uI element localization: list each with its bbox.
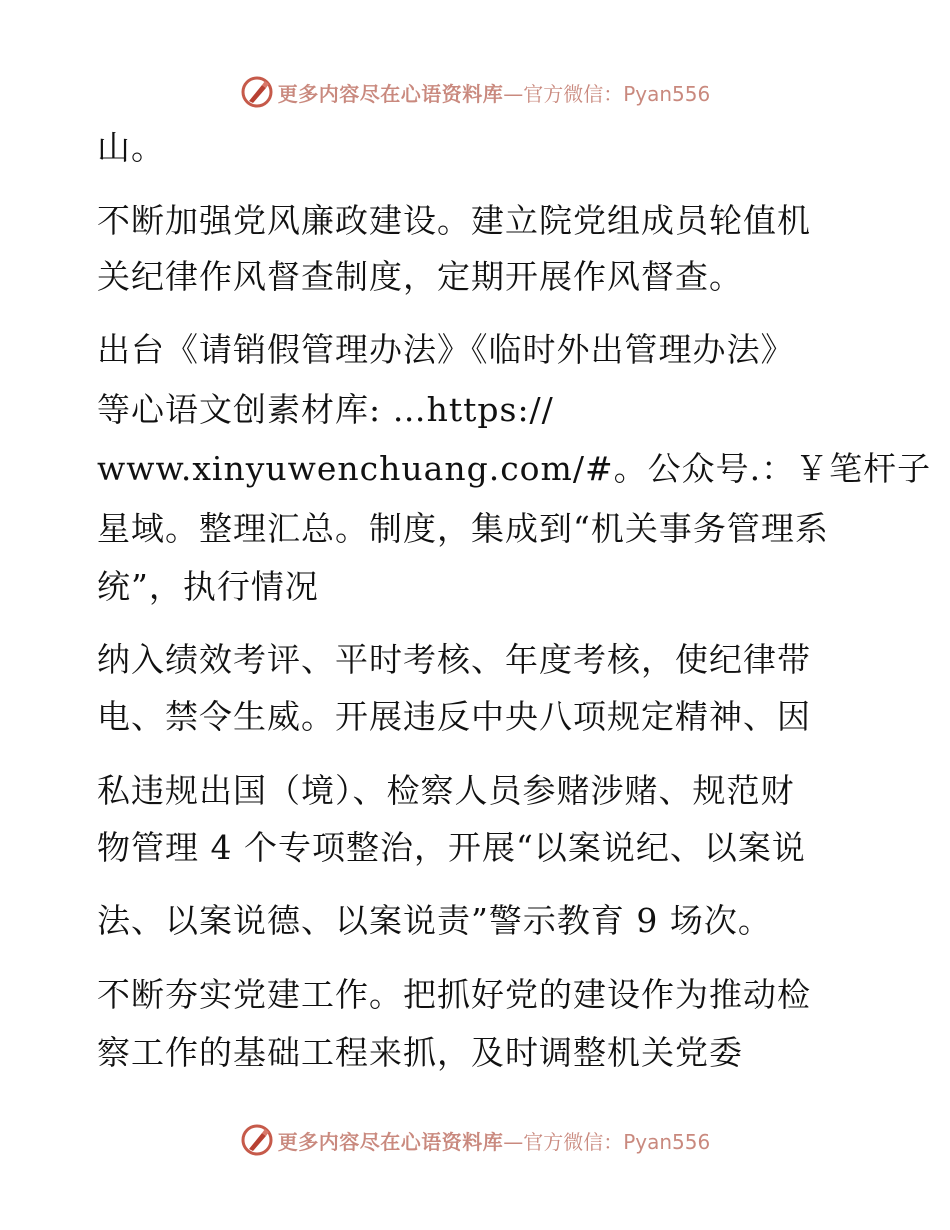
footer-watermark-banner	[0, 1120, 950, 1160]
text-line: 统”，执行情况	[97, 567, 319, 606]
banner-main-text: 更多内容尽在心语资料库	[277, 81, 504, 106]
text-line: 物管理 4 个专项整治，开展“以案说纪、以案说	[97, 828, 806, 867]
text-line: 等心语文创素材库: …https://	[97, 390, 554, 429]
text-line: 山。	[97, 128, 165, 167]
text-line: 电、禁令生威。开展违反中央八项规定精神、因	[97, 697, 811, 736]
text-line: 察工作的基础工程来抓，及时调整机关党委	[97, 1033, 743, 1072]
banner-wechat-text: —官方微信：Pyan556	[503, 1129, 711, 1154]
text-line: 纳入绩效考评、平时考核、年度考核，使纪律带	[97, 640, 811, 679]
text-line: 法、以案说德、以案说责”警示教育 9 场次。	[97, 901, 772, 940]
banner-wechat-text: —官方微信：Pyan556	[503, 81, 711, 106]
pen-logo-icon	[240, 75, 274, 109]
text-line: 不断夯实党建工作。把抓好党的建设作为推动检	[97, 975, 811, 1014]
pen-logo-icon	[240, 1123, 274, 1157]
text-line: 出台《请销假管理办法》《临时外出管理办法》	[97, 330, 795, 369]
text-line: 不断加强党风廉政建设。建立院党组成员轮值机	[97, 201, 811, 240]
text-line: 星域。整理汇总。制度，集成到“机关事务管理系	[97, 509, 829, 548]
text-line: 关纪律作风督查制度，定期开展作风督查。	[97, 257, 743, 296]
banner-main-text: 更多内容尽在心语资料库	[277, 1129, 504, 1154]
text-line: www.xinyuwenchuang.com/#。公众号.：￥笔杆子	[97, 449, 932, 488]
header-watermark-banner	[0, 72, 950, 112]
text-line: 私违规出国（境）、检察人员参赌涉赌、规范财	[97, 771, 795, 810]
